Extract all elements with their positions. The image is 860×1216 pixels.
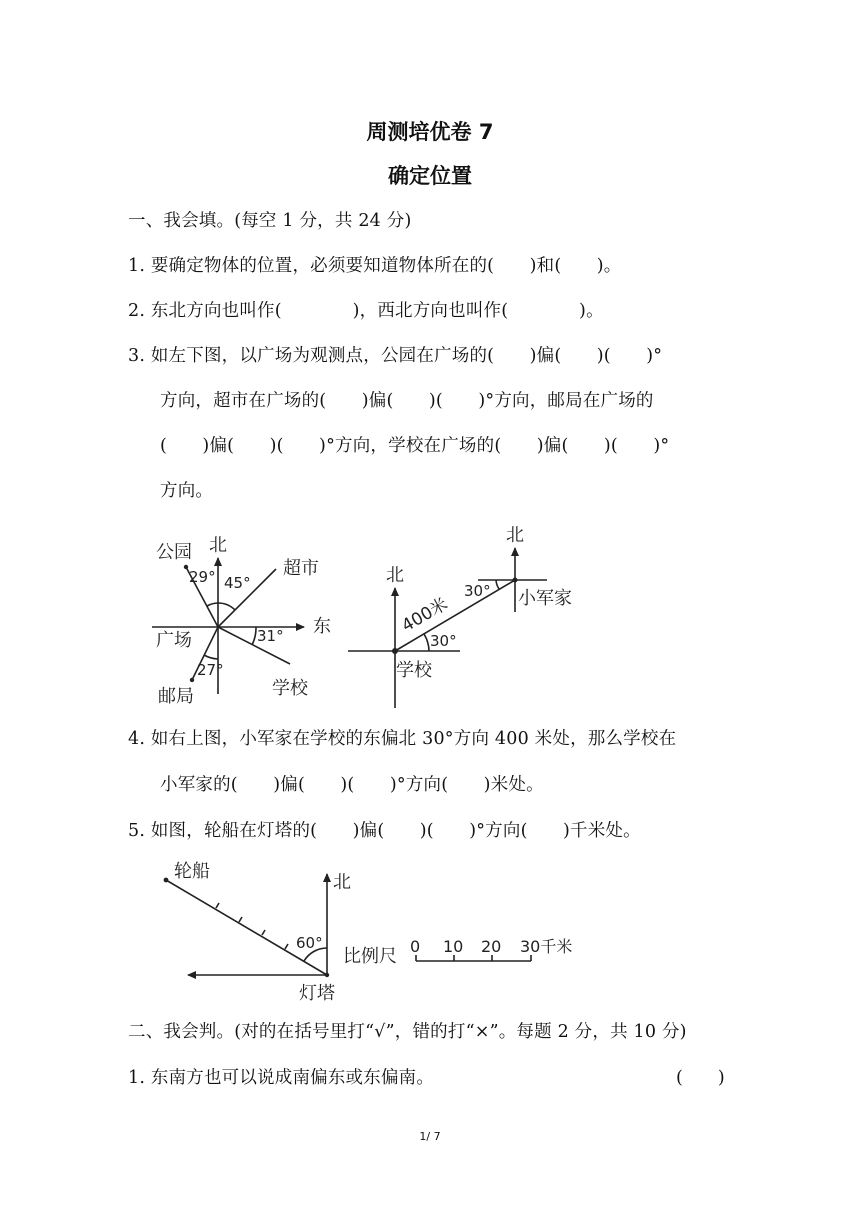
question-3-line-4: 方向。: [160, 481, 214, 501]
label-31: 31°: [257, 627, 284, 645]
label-60: 60°: [296, 934, 323, 952]
label-30-school: 30°: [430, 632, 457, 650]
scale-tick-20: 20: [481, 937, 502, 956]
scale-tick-0: 0: [410, 937, 421, 956]
question-3-line-2: 方向，超市在广场的( )偏( )( )°方向，邮局在广场的: [160, 391, 654, 411]
label-45: 45°: [224, 574, 251, 592]
scale-tick-30: 30千米: [520, 937, 573, 956]
label-lighthouse: 灯塔: [299, 983, 335, 1004]
question-3-line-1: 3. 如左下图，以广场为观测点，公园在广场的( )偏( )( )°: [128, 346, 663, 366]
page-title: 周测培优卷 7: [366, 120, 494, 144]
section1-heading: 一、我会填。(每空 1 分，共 24 分): [128, 211, 412, 231]
question-4-line-1: 4. 如右上图，小军家在学校的东偏北 30°方向 400 米处，那么学校在: [128, 729, 677, 749]
label-market: 超市: [283, 558, 319, 579]
judge-answer-blank[interactable]: ( ): [676, 1068, 725, 1088]
label-school: 学校: [272, 678, 308, 699]
judge-question-1: 1. 东南方也可以说成南偏东或东偏南。: [128, 1068, 435, 1088]
label-30-home: 30°: [464, 582, 491, 600]
label-home: 小军家: [518, 588, 572, 609]
question-1: 1. 要确定物体的位置，必须要知道物体所在的( )和( )。: [128, 256, 622, 276]
question-5: 5. 如图，轮船在灯塔的( )偏( )( )°方向( )千米处。: [128, 821, 641, 841]
label-north: 北: [209, 535, 227, 556]
label-north-ship: 北: [333, 872, 351, 893]
label-27: 27°: [197, 661, 224, 679]
label-scale: 比例尺: [343, 946, 397, 967]
label-north-home: 北: [506, 525, 524, 546]
label-park: 公园: [156, 542, 192, 563]
page-number: 1/ 7: [419, 1130, 441, 1143]
label-ship: 轮船: [174, 861, 210, 882]
question-4-line-2: 小军家的( )偏( )( )°方向( )米处。: [160, 775, 544, 795]
question-3-line-3: ( )偏( )( )°方向，学校在广场的( )偏( )( )°: [160, 436, 670, 456]
label-post: 邮局: [158, 686, 194, 707]
scale-tick-10: 10: [443, 937, 464, 956]
label-east: 东: [313, 616, 331, 637]
label-north-school: 北: [386, 565, 404, 586]
section2-heading: 二、我会判。(对的在括号里打“√”，错的打“×”。每题 2 分，共 10 分): [128, 1022, 687, 1042]
question-2: 2. 东北方向也叫作( )，西北方向也叫作( )。: [128, 301, 604, 321]
label-distance: 400米: [398, 594, 452, 637]
label-square: 广场: [156, 630, 192, 651]
label-29: 29°: [189, 568, 216, 586]
label-school-right: 学校: [396, 660, 432, 681]
page-subtitle: 确定位置: [388, 164, 472, 188]
